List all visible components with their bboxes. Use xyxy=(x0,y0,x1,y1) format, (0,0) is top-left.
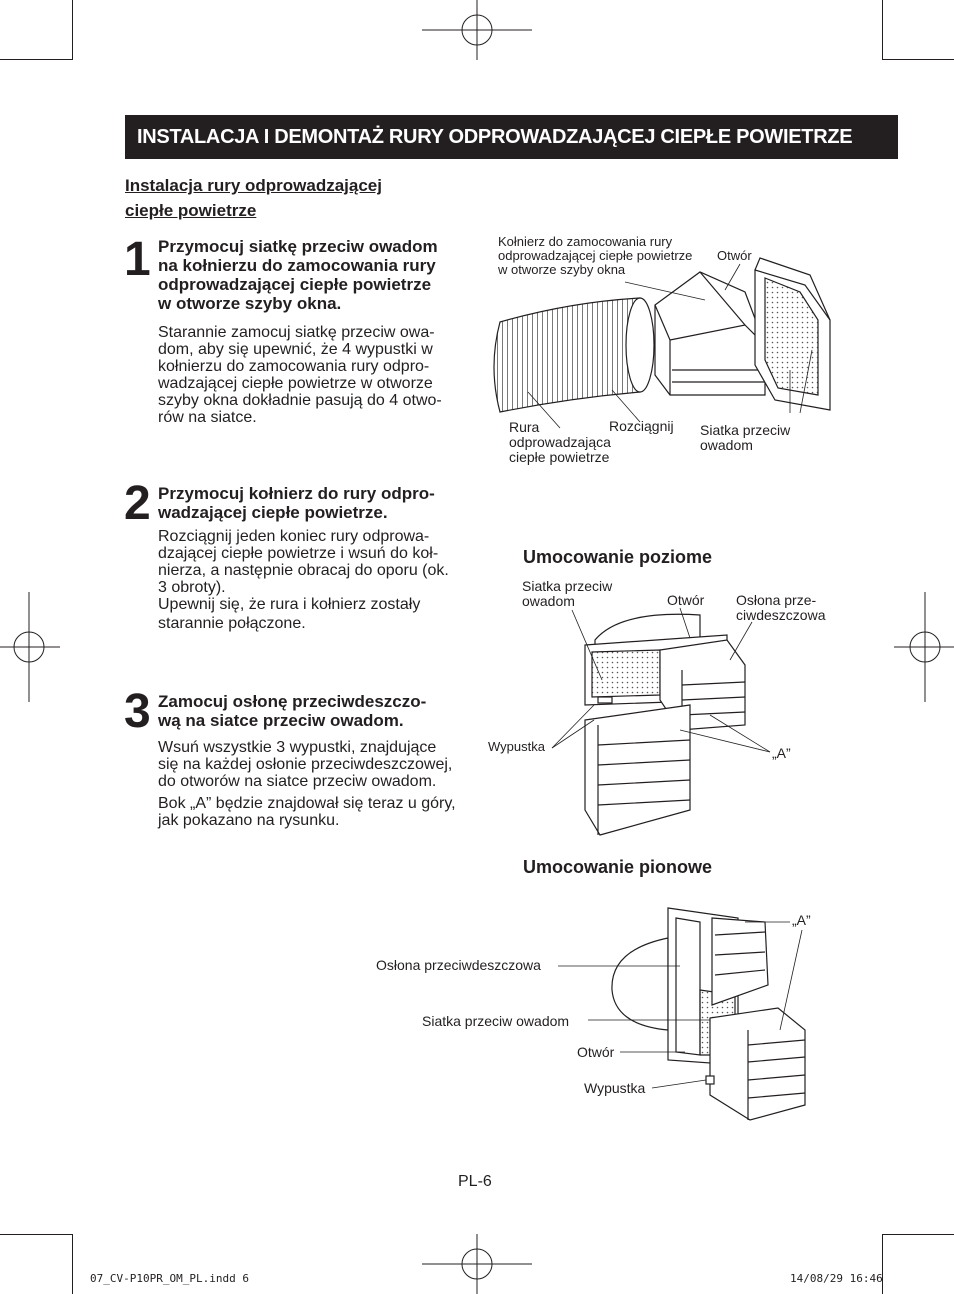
subsection-title-line1: Instalacja rury odprowadzającej xyxy=(125,176,382,195)
subsection-title-line2: ciepłe powietrze xyxy=(125,201,257,220)
label-stretch: Rozciągnij xyxy=(609,418,674,434)
horizontal-mount-heading: Umocowanie poziome xyxy=(523,547,713,567)
label-mesh-fig3: Siatka przeciw owadom xyxy=(422,1013,570,1029)
label-flange: Kołnierz do zamocowania rury odprowadzającej ciepłe powietrze w otworze szyby okna xyxy=(498,234,693,277)
label-mesh-fig1: Siatka przeciw owadom xyxy=(700,422,791,453)
page-number: PL-6 xyxy=(458,1173,492,1190)
step-2-number: 2 xyxy=(124,477,149,530)
step-3-number: 3 xyxy=(124,685,149,738)
label-hole-fig2: Otwór xyxy=(667,592,705,608)
label-hole-fig3: Otwór xyxy=(577,1044,615,1060)
step-3-title: Zamocuj osłonę przeciwdeszczo- wą na siatce przeciw owadom. xyxy=(158,692,427,730)
label-hose: Rura odprowadzająca ciepłe powietrze xyxy=(509,419,611,465)
vertical-mount-heading: Umocowanie pionowe xyxy=(523,857,713,877)
label-cover-fig2: Osłona prze- ciwdeszczowa xyxy=(736,592,826,623)
label-a-fig2: „A” xyxy=(772,745,791,761)
step-2-body: Rozciągnij jeden koniec rury odprowa- dzającej ciepłe powietrze i wsuń do koł- nierza, a następnie obracaj do oporu (ok. 3 obroty). Upewnij się, że rura i kołnierz zostały starannie połączone. xyxy=(158,528,449,632)
footer-timestamp: 14/08/29 16:46 xyxy=(790,1272,883,1285)
step-1-number: 1 xyxy=(124,233,149,286)
step-2-title: Przymocuj kołnierz do rury odpro- wadzającej ciepłe powietrze. xyxy=(158,484,435,522)
step-1-body: Starannie zamocuj siatkę przeciw owa- dom, aby się upewnić, że 4 wypustki w kołnierzu do zamocowania rury odpro- wadzającej ciepłe powietrze w otworze szyby okna dokładnie pasują do 4 otwo- rów na siatce. xyxy=(158,324,442,426)
label-hole-fig1: Otwór xyxy=(717,248,752,263)
label-tab-fig2: Wypustka xyxy=(488,739,545,754)
label-tab-fig3: Wypustka xyxy=(584,1080,646,1096)
footer-filename: 07_CV-P10PR_OM_PL.indd 6 xyxy=(90,1272,249,1285)
label-mesh-fig2: Siatka przeciw owadom xyxy=(522,578,613,609)
step-3-body: Wsuń wszystkie 3 wypustki, znajdujące się na każdej osłonie przeciwdeszczowej, do otworów na siatce przeciw owadom. Bok „A” będzie znajdował się teraz u góry, jak pokazano na rysunku. xyxy=(158,739,456,829)
section-header: INSTALACJA I DEMONTAŻ RURY ODPROWADZAJĄCEJ CIEPŁE POWIETRZE xyxy=(125,115,898,159)
label-cover-fig3: Osłona przeciwdeszczowa xyxy=(376,957,541,973)
label-a-fig3: „A” xyxy=(792,912,811,928)
step-1-title: Przymocuj siatkę przeciw owadom na kołnierzu do zamocowania rury odprowadzającej ciepłe powietrze w otworze szyby okna. xyxy=(158,237,438,313)
